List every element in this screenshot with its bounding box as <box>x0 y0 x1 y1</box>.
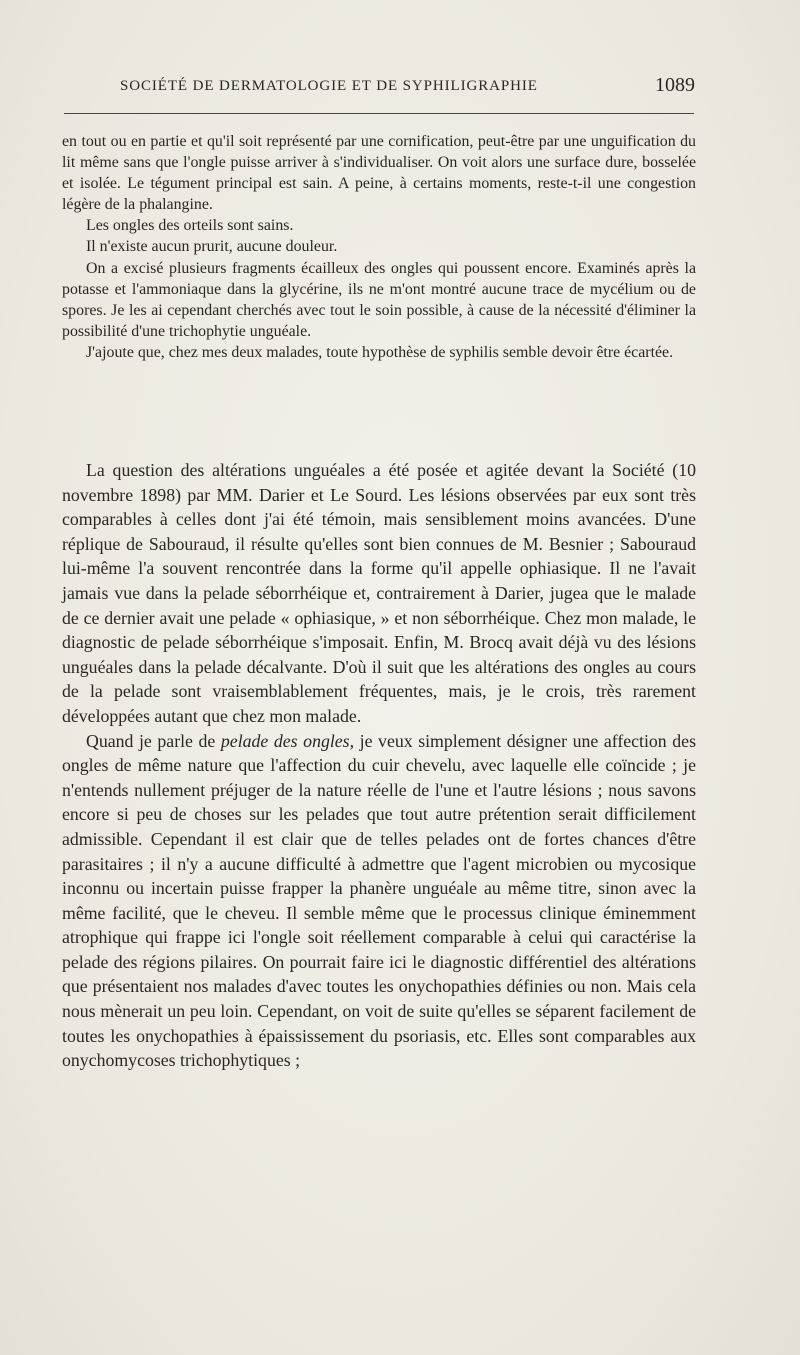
running-title: SOCIÉTÉ DE DERMATOLOGIE ET DE SYPHILIGRAPHIE <box>120 78 538 94</box>
main-text-block <box>62 458 696 1073</box>
small-paragraph-4: On a excisé plusieurs fragments écailleux des ongles qui poussent encore. Examinés après la potasse et l'ammoniaque dans la glycérine, ils ne m'ont montré aucune trace de mycélium ou de spores. Je les ai cependant cherchés avec tout le soin possible, à cause de la nécessité d'éliminer la possibilité d'une trichophytie unguéale. <box>62 259 696 340</box>
paragraph-2-rest: je veux simplement désigner une affection des ongles de même nature que l'affection du cuir chevelu, avec laquelle elle coïncide ; je n'entends nullement préjuger de la nature réelle de l'une et l'autre lésions ; nous savons encore si peu de choses sur les pelades que tout autre prétention serait difficilement admissible. Cependant il est clair que de telles pelades ont de fortes chances d'être parasitaires ; il n'y a aucune difficulté à admettre que l'agent microbien ou mycosique inconnu ou incertain puisse frapper la phanère unguéale au même titre, sinon avec la même facilité, que le cheveu. Il semble même que le processus clinique éminemment atrophique qui frappe ici l'ongle soit réellement comparable à celui qui caractérise la pelade des régions pilaires. On pourrait faire ici le diagnostic différentiel des altérations que présentaient nos malades d'avec toutes les onychopathies définies ou non. Mais cela nous mènerait un peu loin. Cependant, on voit de suite qu'elles se séparent facilement de toutes les onychopathies à épaississement du psoriasis, etc. Elles sont comparables aux onychomycoses trichophytiques ; <box>62 730 696 1071</box>
small-paragraph-1: en tout ou en partie et qu'il soit représenté par une cornification, peut-être par une unguification du lit même sans que l'ongle puisse arriver à s'individualiser. On voit alors une surface dure, bosselée et isolée. Le tégument principal est sain. A peine, à certains moments, reste-t-il une congestion légère de la phalangine. <box>62 133 696 214</box>
small-paragraph-5: J'ajoute que, chez mes deux malades, toute hypothèse de syphilis semble devoir être écartée. <box>86 343 674 361</box>
header-rule <box>64 113 694 114</box>
page-number: 1089 <box>655 74 695 96</box>
small-text-block <box>62 131 696 363</box>
main-paragraph-2 <box>62 729 696 1073</box>
page-header <box>120 74 695 102</box>
small-paragraph-2: Les ongles des orteils sont sains. <box>86 217 294 235</box>
small-paragraph-3: Il n'existe aucun prurit, aucune douleur. <box>86 238 338 256</box>
paragraph-2-start: Quand je parle de <box>86 730 221 751</box>
italic-phrase: pelade des ongles, <box>220 730 355 751</box>
main-paragraph-1: La question des altérations unguéales a été posée et agitée devant la Société (10 novembre 1898) par MM. Darier et Le Sourd. Les lésions observées par eux sont très comparables à celles dont j'ai été témoin, mais sensiblement moins avancées. D'une réplique de Sabouraud, il résulte qu'elles sont bien connues de M. Besnier ; Sabouraud lui-même l'a souvent rencontrée dans la forme qu'il appelle ophiasique. Il ne l'avait jamais vue dans la pelade séborrhéique et, contrairement à Darier, jugea que le malade de ce dernier avait une pelade « ophiasique, » et non séborrhéique. Chez mon malade, le diagnostic de pelade séborrhéique s'imposait. Enfin, M. Brocq avait déjà vu des lésions unguéales dans la pelade décalvante. D'où il suit que les altérations des ongles au cours de la pelade sont vraisemblablement fréquentes, mais, je le crois, très rarement développées autant que chez mon malade. <box>62 460 696 726</box>
